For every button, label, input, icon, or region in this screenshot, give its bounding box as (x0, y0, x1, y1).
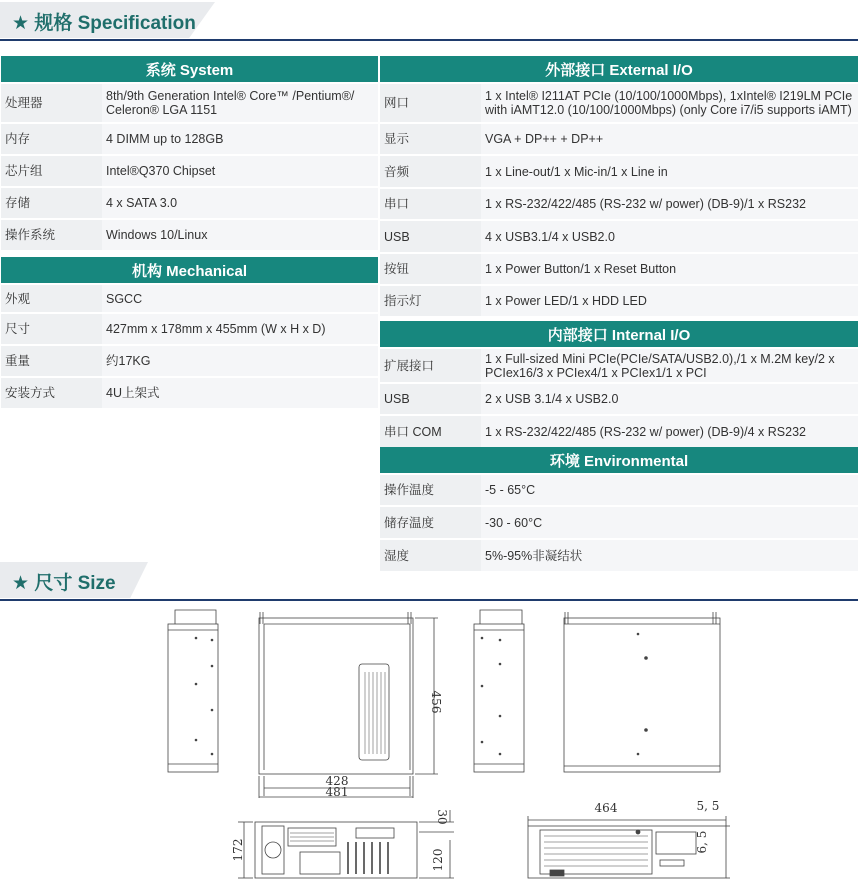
specification-title (12, 8, 196, 35)
spec-label: 串口 (380, 189, 481, 221)
dim-label-456: 456 (429, 690, 443, 714)
table-row (380, 84, 858, 124)
spec-label: USB (380, 384, 481, 416)
heading-divider (0, 599, 858, 601)
spec-label: 操作系统 (1, 220, 102, 252)
table-row (380, 124, 858, 156)
size-heading (0, 562, 860, 600)
table-row (380, 416, 858, 450)
spec-value: 427mm x 178mm x 455mm (W x H x D) (102, 314, 378, 346)
spec-value: 1 x Power LED/1 x HDD LED (481, 286, 858, 318)
spec-value: 1 x RS-232/422/485 (RS-232 w/ power) (DB-9)/4 x RS232 (481, 416, 858, 450)
table-row (380, 189, 858, 221)
spec-label: 串口 COM (380, 416, 481, 450)
system-header: 系统 System (1, 56, 378, 84)
table-row (380, 507, 858, 540)
table-row (1, 220, 378, 252)
table-row (1, 156, 378, 188)
size-title (12, 568, 116, 595)
dimension-drawings (160, 604, 730, 880)
rear-panel-view (238, 810, 454, 878)
table-row (380, 475, 858, 507)
dim-label-6-5: 6, 5 (695, 830, 709, 854)
spec-value: -30 - 60°C (481, 507, 858, 540)
spec-label: 湿度 (380, 540, 481, 573)
dim-label-464: 464 (594, 801, 618, 815)
spec-label: 存储 (1, 188, 102, 220)
system-table (1, 56, 378, 252)
dim-label-172: 172 (231, 838, 245, 862)
spec-label: USB (380, 221, 481, 254)
environmental-header: 环境 Environmental (380, 447, 858, 475)
table-row (1, 285, 378, 314)
environmental-table (380, 447, 858, 573)
table-row (380, 254, 858, 286)
top-view (259, 612, 438, 798)
table-row (1, 378, 378, 410)
dim-label-30: 30 (435, 809, 449, 825)
spec-label: 尺寸 (1, 314, 102, 346)
spec-value: VGA + DP++ + DP++ (481, 124, 858, 156)
spec-label: 外观 (1, 285, 102, 314)
spec-value: 4 x USB3.1/4 x USB2.0 (481, 221, 858, 254)
dim-label-5-5: 5, 5 (696, 799, 720, 813)
spec-label: 内存 (1, 124, 102, 156)
external-io-table (380, 56, 858, 318)
spec-label: 重量 (1, 346, 102, 378)
star-icon: ★ (12, 13, 30, 34)
spec-value: Windows 10/Linux (102, 220, 378, 252)
table-row (1, 188, 378, 220)
spec-label: 处理器 (1, 84, 102, 124)
table-row (380, 156, 858, 189)
spec-value: SGCC (102, 285, 378, 314)
spec-value: 1 x RS-232/422/485 (RS-232 w/ power) (DB-9)/1 x RS232 (481, 189, 858, 221)
table-row (380, 349, 858, 384)
side-view-left (168, 610, 218, 772)
spec-label: 芯片组 (1, 156, 102, 188)
spec-value: 约17KG (102, 346, 378, 378)
spec-value: 1 x Intel® I211AT PCIe (10/100/1000Mbps), 1xIntel® I219LM PCIe with iAMT12.0 (10/100/1000Mbps) (only Core i7/i5 supports iAMT) (481, 84, 858, 124)
internal-io-header: 内部接口 Internal I/O (380, 321, 858, 349)
spec-label: 显示 (380, 124, 481, 156)
spec-label: 扩展接口 (380, 349, 481, 384)
table-row (1, 124, 378, 156)
spec-value: 4 x SATA 3.0 (102, 188, 378, 220)
spec-value: 1 x Full-sized Mini PCIe(PCIe/SATA/USB2.0),/1 x M.2M key/2 x PCIex16/3 x PCIex4/1 x PCIex1/1 x PCI (481, 349, 858, 384)
spec-value: 8th/9th Generation Intel® Core™ /Pentium®/ Celeron® LGA 1151 (102, 84, 378, 124)
spec-value: 1 x Power Button/1 x Reset Button (481, 254, 858, 286)
table-row (380, 221, 858, 254)
spec-value: 2 x USB 3.1/4 x USB2.0 (481, 384, 858, 416)
spec-label: 按钮 (380, 254, 481, 286)
internal-io-table (380, 321, 858, 450)
external-io-header: 外部接口 External I/O (380, 56, 858, 84)
mechanical-table (1, 257, 378, 410)
spec-label: 网口 (380, 84, 481, 124)
long-view (564, 612, 720, 772)
dim-label-428: 428 (325, 774, 349, 788)
spec-label: 储存温度 (380, 507, 481, 540)
spec-value: 5%-95%非凝结状 (481, 540, 858, 573)
table-row (1, 84, 378, 124)
side-view-right (474, 610, 524, 772)
table-row (380, 286, 858, 318)
mechanical-header: 机构 Mechanical (1, 257, 378, 285)
size-title-text: 尺寸 Size (34, 573, 116, 594)
spec-label: 指示灯 (380, 286, 481, 318)
specification-title-text: 规格 Specification (34, 13, 196, 34)
spec-value: 4U上架式 (102, 378, 378, 410)
table-row (380, 384, 858, 416)
star-icon: ★ (12, 573, 30, 594)
table-row (1, 314, 378, 346)
spec-label: 操作温度 (380, 475, 481, 507)
spec-label: 安装方式 (1, 378, 102, 410)
heading-divider (0, 39, 858, 41)
spec-label: 音频 (380, 156, 481, 189)
dim-label-120: 120 (431, 848, 445, 872)
spec-value: -5 - 65°C (481, 475, 858, 507)
dim-label-481: 481 (325, 785, 349, 799)
specification-heading (0, 2, 860, 40)
spec-value: 1 x Line-out/1 x Mic-in/1 x Line in (481, 156, 858, 189)
spec-value: 4 DIMM up to 128GB (102, 124, 378, 156)
table-row (1, 346, 378, 378)
spec-value: Intel®Q370 Chipset (102, 156, 378, 188)
